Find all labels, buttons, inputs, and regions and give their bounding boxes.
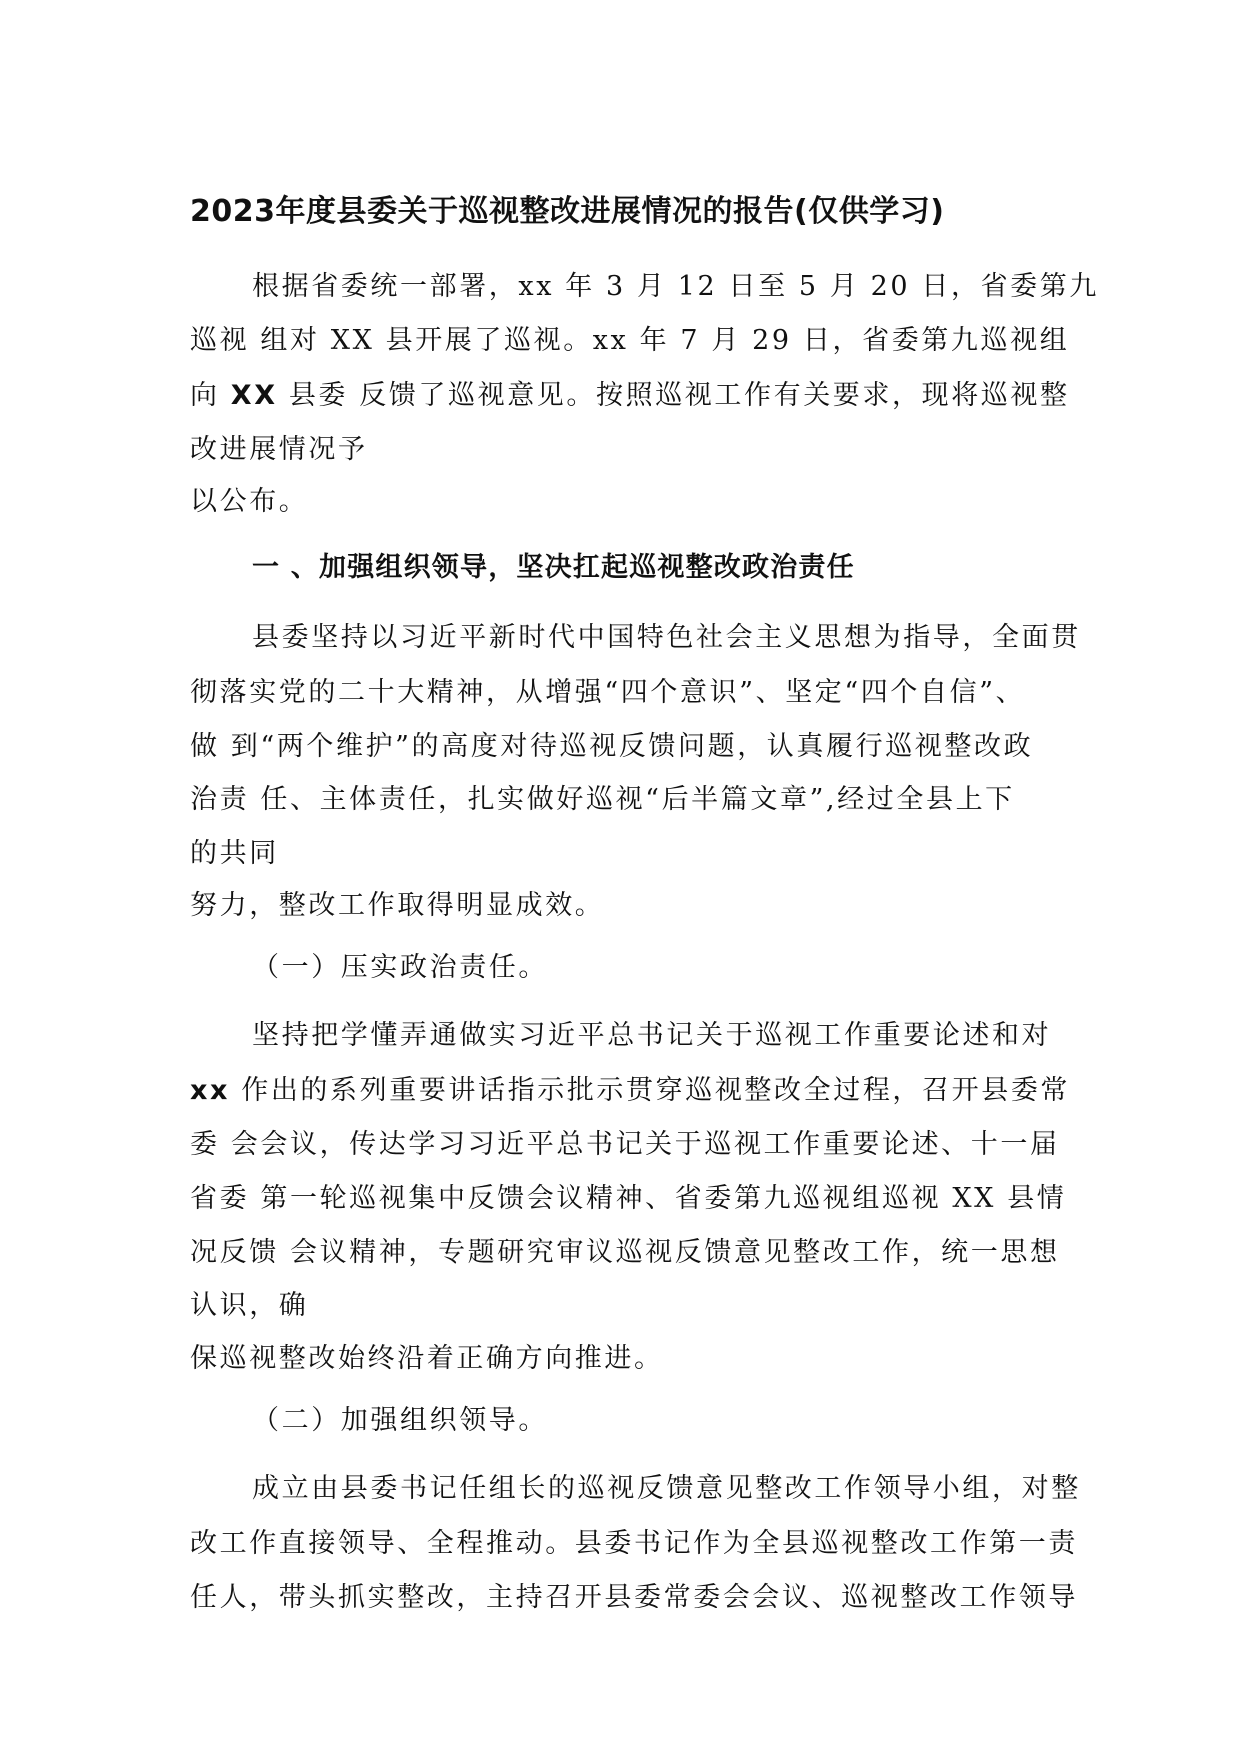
paragraph-3-line-5: 况反馈 会议精神，专题研究审议巡视反馈意见整改工作，统一思想 xyxy=(190,1237,1060,1268)
paragraph-3-line-6: 认识，确 xyxy=(190,1290,309,1321)
paragraph-1-line-3-prefix: 向 xyxy=(190,380,220,411)
paragraph-1-line-5: 以公布。 xyxy=(190,486,309,517)
paragraph-4-line-3: 任人，带头抓实整改，主持召开县委常委会会议、巡视整改工作领导 xyxy=(190,1582,1078,1613)
subsection-heading-2: （二）加强组织领导。 xyxy=(252,1405,548,1436)
subsection-heading-1: （一）压实政治责任。 xyxy=(252,952,548,983)
paragraph-3-line-4: 省委 第一轮巡视集中反馈会议精神、省委第九巡视组巡视 XX 县情 xyxy=(190,1183,1067,1214)
paragraph-3-line-2 xyxy=(190,1068,1070,1107)
paragraph-2-line-2: 彻落实党的二十大精神，从增强“四个意识”、坚定“四个自信”、 xyxy=(190,677,1026,708)
paragraph-2-line-5: 的共同 xyxy=(190,838,279,869)
paragraph-1-line-1: 根据省委统一部署，xx 年 3 月 12 日至 5 月 20 日，省委第九 xyxy=(252,271,1099,302)
paragraph-3-line-1: 坚持把学懂弄通做实习近平总书记关于巡视工作重要论述和对 xyxy=(252,1020,1052,1051)
paragraph-1-line-3-rest: 县委 反馈了巡视意见。按照巡视工作有关要求，现将巡视整 xyxy=(288,380,1070,411)
paragraph-2-line-4: 治责 任、主体责任，扎实做好巡视“后半篇文章”,经过全县上下 xyxy=(190,784,1015,815)
paragraph-3-line-2-bold: xx xyxy=(190,1075,231,1106)
paragraph-1-line-3 xyxy=(190,373,1070,412)
paragraph-2-line-6: 努力，整改工作取得明显成效。 xyxy=(190,890,605,921)
paragraph-4-line-1: 成立由县委书记任组长的巡视反馈意见整改工作领导小组，对整 xyxy=(252,1473,1081,1504)
section-heading-1: 一 、加强组织领导，坚决扛起巡视整改政治责任 xyxy=(252,552,855,583)
paragraph-1-line-2: 巡视 组对 XX 县开展了巡视。xx 年 7 月 29 日，省委第九巡视组 xyxy=(190,325,1070,356)
document-title: 2023年度县委关于巡视整改进展情况的报告(仅供学习) xyxy=(190,194,945,229)
paragraph-2-line-3: 做 到“两个维护”的高度对待巡视反馈问题，认真履行巡视整改政 xyxy=(190,731,1034,762)
paragraph-4-line-2: 改工作直接领导、全程推动。县委书记作为全县巡视整改工作第一责 xyxy=(190,1528,1078,1559)
paragraph-1-line-3-bold: XX xyxy=(230,380,278,411)
paragraph-1-line-4: 改进展情况予 xyxy=(190,434,368,465)
paragraph-3-line-2-rest: 作出的系列重要讲话指示批示贯穿巡视整改全过程，召开县委常 xyxy=(241,1075,1071,1106)
paragraph-3-line-7: 保巡视整改始终沿着正确方向推进。 xyxy=(190,1343,664,1374)
paragraph-2-line-1: 县委坚持以习近平新时代中国特色社会主义思想为指导，全面贯 xyxy=(252,622,1081,653)
paragraph-3-line-3: 委 会会议，传达学习习近平总书记关于巡视工作重要论述、十一届 xyxy=(190,1129,1060,1160)
